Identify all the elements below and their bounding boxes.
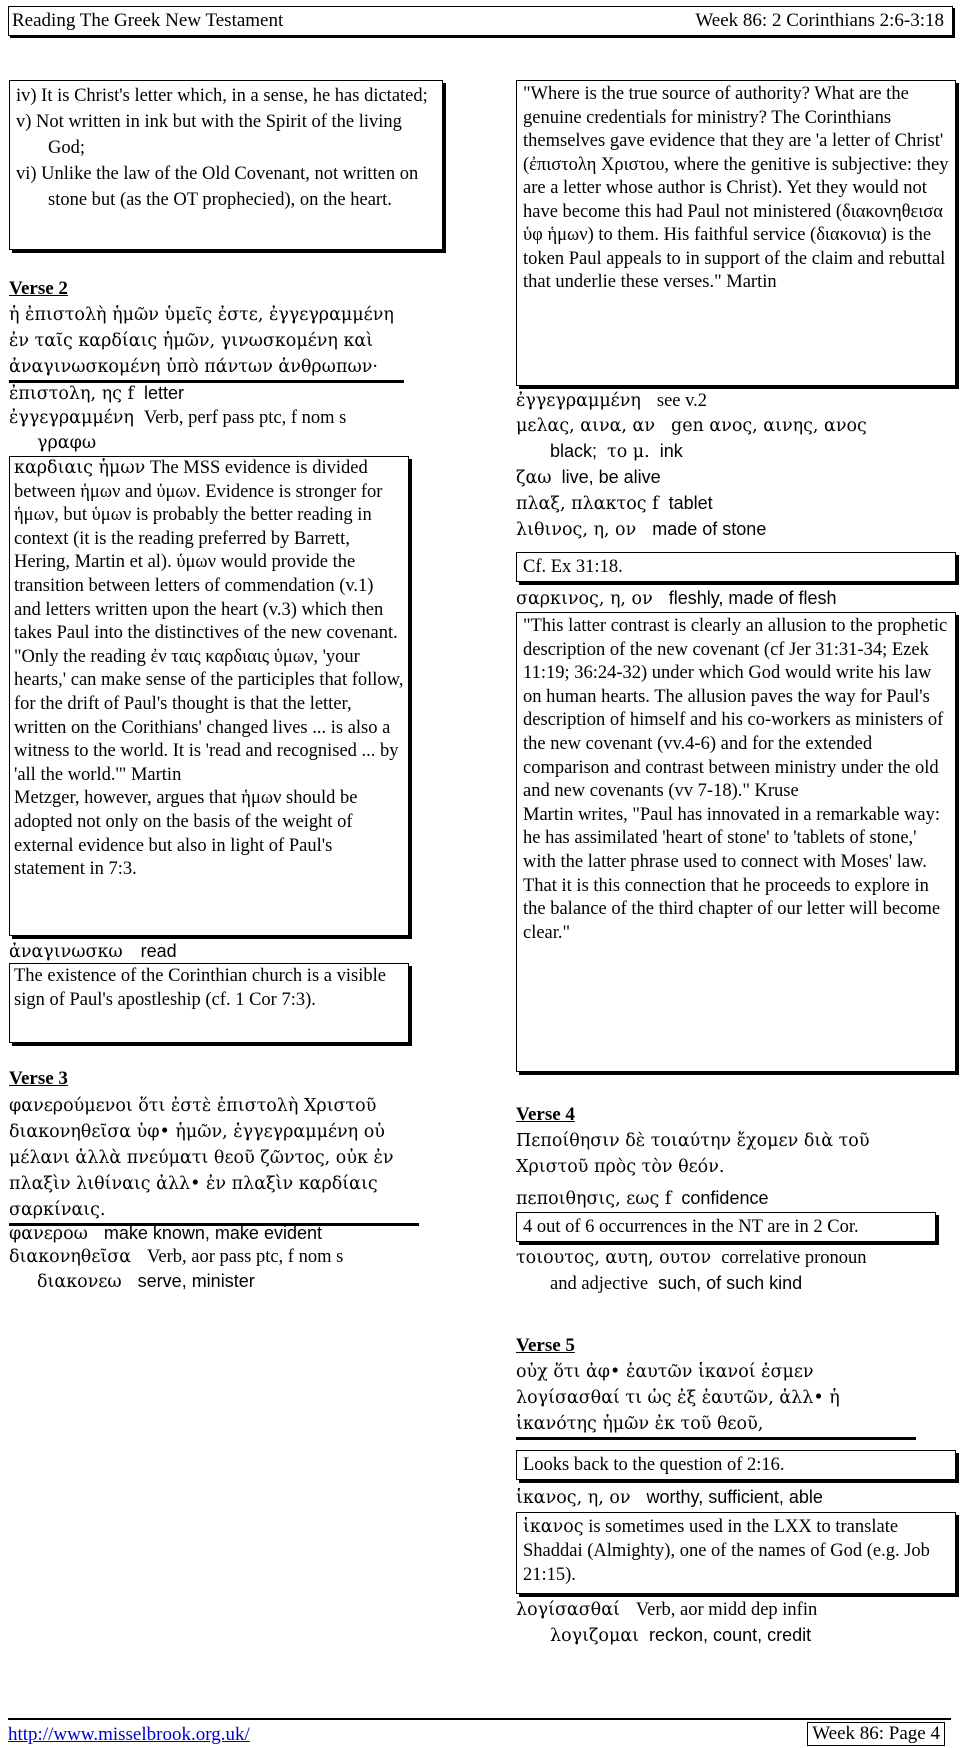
lex-gloss: confidence <box>681 1188 769 1208</box>
lex-parse: correlative pronoun <box>721 1248 867 1268</box>
lex-entry <box>516 1185 768 1212</box>
lex-gloss: worthy, sufficient, able <box>646 1487 823 1507</box>
lex-entry <box>516 413 867 439</box>
lex-parse: and adjective <box>550 1274 649 1294</box>
note-box-exodus: Cf. Ex 31:18. <box>516 552 956 582</box>
note-item: vi) Unlike the law of the Old Covenant, not written on stone but (as the OT prophecied), on the heart. <box>16 164 419 210</box>
lex-entry <box>516 388 707 414</box>
lex-greek: ἀναγινωσκω <box>9 942 123 962</box>
lex-gloss: made of stone <box>652 519 767 539</box>
lex-root: διακονεω <box>37 1272 122 1292</box>
lex-entry <box>37 1268 255 1295</box>
lex-entry <box>550 1270 802 1297</box>
lex-gloss: black; <box>550 441 598 461</box>
lex-gloss: make known, make evident <box>103 1223 322 1243</box>
lex-gloss: gen ανος, αινης, ανος <box>671 416 867 436</box>
lex-parse: Verb, aor pass ptc, f nom s <box>147 1247 344 1267</box>
verse-5-heading: Verse 5 <box>516 1335 575 1356</box>
note-item: v) Not written in ink but with the Spirit of the living God; <box>16 112 402 158</box>
verse-4-greek: Πεποίθησιν δὲ τοιαύτην ἔχομεν διὰ τοῦ Χριστοῦ πρὸς τὸν θεόν. <box>516 1131 870 1177</box>
verse-2-heading: Verse 2 <box>9 278 68 299</box>
note-box-shaddai <box>516 1512 956 1594</box>
note-item: iv) It is Christ's letter which, in a sense, he has dictated; <box>16 86 428 106</box>
lex-entry <box>9 405 346 431</box>
note-text: "This latter contrast is clearly an allusion to the prophetic description of the new covenant (cf Jer 31:31-34; Ezek 11:19; 36:24-32) under which God would write his law on human hearts. The allusion paves the way for Paul's description of himself and his co-workers as ministers of the new covenant (vv.4-6) and for the extended comparison and contrast between ministry under the old and new covenants (vv 7-18)." Kruse <box>523 616 948 802</box>
lex-greek: σαρκινος, η, ον <box>516 589 653 609</box>
lex-greek: ἱκανος, η, ον <box>516 1488 631 1508</box>
lex-entry <box>516 464 661 491</box>
lex-root: γραφω <box>37 433 97 453</box>
note-box-occurrences: 4 out of 6 occurrences in the NT are in 2 Cor. <box>516 1212 936 1242</box>
note-box-covenant <box>516 612 956 1072</box>
note-box-existence: The existence of the Corinthian church is a visible sign of Paul's apostleship (cf. 1 Cor 7:3). <box>9 963 409 1043</box>
lex-entry <box>516 585 837 612</box>
lex-gloss: tablet <box>668 493 713 513</box>
lex-greek: φανεροω <box>9 1224 88 1244</box>
note-text: The MSS evidence is divided between ἡμων and ὑμων. Evidence is stronger for ἡμων, but ὑμων is probably the better reading in context (it is the reading preferred by Barrett, Hering, Martin et al). ὑμων would provide the transition between letters of commendation (v.1) and letters written upon the heart (v.3) which then takes Paul into the distinctives of the new covenant. "Only the reading ἐν ταις καρδιαις ὑμων, 'your hearts,' can make sense of the participles that follow, for the drift of Paul's thought is that the letter, written on the Corithians' changed lives ... is also a witness to the world. It is 'read and recognised ... by 'all the world.'" Martin <box>14 458 404 785</box>
lex-greek: ἐπιστολη, ης f <box>9 384 134 404</box>
lex-greek: τοιουτος, αυτη, ουτον <box>516 1248 712 1268</box>
lex-greek: πεποιθησις, εως f <box>516 1189 672 1209</box>
lex-entry <box>9 938 177 965</box>
note-lead-greek: καρδιαις ἡμων <box>14 458 146 478</box>
lex-entry <box>516 1597 817 1623</box>
verse-3-greek: φανερούμενοι ὅτι ἐστὲ ἐπιστολὴ Χριστοῦ διακονηθεῖσα ὑφ• ἡμῶν, ἐγγεγραμμένη οὐ μέλανι ἀλλὰ πνεύματι θεοῦ ζῶντος, οὐκ ἐν πλαξὶν λιθίναις ἀλλ• ἐν πλαξὶν καρδίαις σαρκίναις. <box>9 1093 419 1226</box>
header-week: Week 86: 2 Corinthians 2:6-3:18 <box>695 10 944 31</box>
lex-gloss: reckon, count, credit <box>649 1625 812 1645</box>
note-box-variant <box>9 456 409 936</box>
lex-gloss: fleshly, made of flesh <box>668 588 837 608</box>
lex-gloss: serve, minister <box>137 1271 255 1291</box>
page-header <box>8 6 953 36</box>
lex-root: λογιζομαι <box>550 1626 640 1646</box>
lex-greek: ἐγγεγραμμένη <box>9 408 134 428</box>
lex-gloss: live, be alive <box>561 467 661 487</box>
verse-3-heading: Verse 3 <box>9 1068 68 1089</box>
header-title: Reading The Greek New Testament <box>12 10 284 31</box>
page-footer <box>8 1718 951 1746</box>
lex-entry <box>516 490 713 517</box>
lex-gloss: read <box>140 941 177 961</box>
lex-entry <box>550 438 683 465</box>
lex-parse: Verb, perf pass ptc, f nom s <box>143 408 347 428</box>
lex-entry <box>550 1622 811 1649</box>
lex-greek: πλαξ, πλακτος f <box>516 494 659 514</box>
lex-greek: μελας, αινα, αν <box>516 416 655 436</box>
lex-greek: διακονηθεῖσα <box>9 1247 132 1267</box>
note-lead-greek: ἱκανος <box>523 1517 584 1537</box>
site-link[interactable]: http://www.misselbrook.org.uk/ <box>8 1724 250 1745</box>
lex-greek: ἐγγεγραμμένη <box>516 391 641 411</box>
lex-entry <box>9 380 184 407</box>
lex-greek: το μ. <box>607 442 650 462</box>
note-text: Metzger, however, argues that ἡμων should be adopted not only on the basis of the weight of external evidence but also in light of Paul's statement in 7:3. <box>14 788 358 880</box>
lex-gloss: such, of such kind <box>658 1273 803 1293</box>
lex-greek: ζαω <box>516 468 552 488</box>
note-text: Martin writes, "Paul has innovated in a remarkable way: he has assimilated 'heart of stone' to 'tablets of stone,' with the latter phrase used to connect with Moses' law. That it is this connection that he proceeds to explore in the balance of the third chapter of our letter will become clear." <box>523 804 941 943</box>
note-box-letter <box>9 80 443 250</box>
lex-greek: λιθινος, η, ον <box>516 520 637 540</box>
verse-4-heading: Verse 4 <box>516 1104 575 1125</box>
lex-gloss: ink <box>659 441 683 461</box>
lex-entry <box>516 516 766 543</box>
lex-gloss: see v.2 <box>656 391 708 411</box>
verse-5-greek: οὐχ ὅτι ἀφ• ἑαυτῶν ἱκανοί ἐσμεν λογίσασθαί τι ὡς ἐξ ἑαυτῶν, ἀλλ• ἡ ἱκανότης ἡμῶν ἐκ τοῦ θεοῦ, <box>516 1359 916 1440</box>
lex-gloss: letter <box>143 383 184 403</box>
lex-entry <box>516 1245 867 1271</box>
lex-greek: λογίσασθαί <box>516 1600 620 1620</box>
note-box-question: Looks back to the question of 2:16. <box>516 1450 956 1480</box>
note-text: is sometimes used in the LXX to translate Shaddai (Almighty), one of the names of God (e.g. Job 21:15). <box>523 1517 930 1585</box>
page-number: Week 86: Page 4 <box>807 1722 945 1746</box>
lex-entry <box>9 1220 322 1247</box>
note-box-authority: "Where is the true source of authority? What are the genuine credentials for ministry? The Corinthians themselves gave evidence that they are 'a letter of Christ' (ἐπιστολη Χριστου, where the genitive is subjective: they are a letter whose author is Christ). Yet they would not have become this had Paul not ministered (διακονηθεισα ὑφ ἡμων) to them. His faithful service (διακονια) is the token Paul appeals to in support of the claim and rebuttal that underlie these verses." Martin <box>516 80 956 386</box>
lex-parse: Verb, aor midd dep infin <box>635 1600 818 1620</box>
lex-entry <box>516 1484 823 1511</box>
lex-entry <box>9 1244 343 1270</box>
verse-2-greek: ἡ ἐπιστολὴ ἡμῶν ὑμεῖς ἐστε, ἐγγεγραμμένη ἐν ταῖς καρδίαις ἡμῶν, γινωσκομένη καὶ ἀναγινωσκομένη ὑπὸ πάντων ἀνθρωπων· <box>9 302 404 383</box>
